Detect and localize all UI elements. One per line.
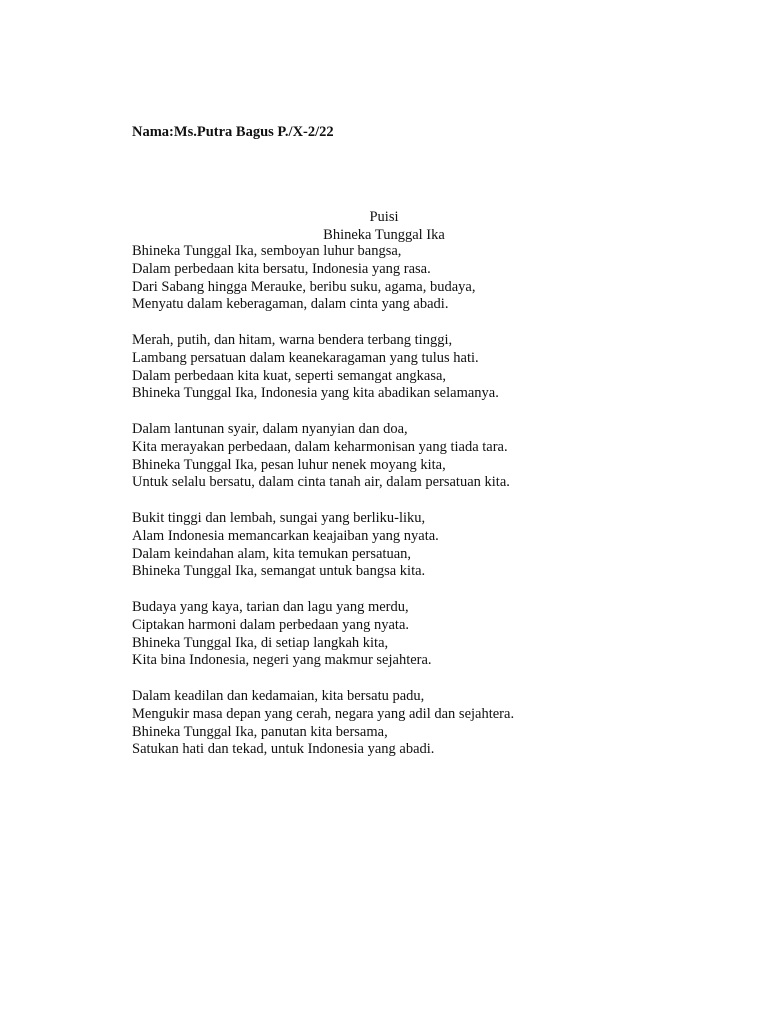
poem-line: Dalam keindahan alam, kita temukan persatuan, (132, 545, 412, 562)
stanza-2 (132, 332, 692, 403)
poem-line: Bukit tinggi dan lembah, sungai yang berliku-liku, (132, 509, 426, 526)
poem-line: Menyatu dalam keberagaman, dalam cinta yang abadi. (132, 296, 449, 313)
poem-line: Untuk selalu bersatu, dalam cinta tanah air, dalam persatuan kita. (132, 474, 510, 491)
poem-line: Dalam perbedaan kita kuat, seperti semangat angkasa, (132, 367, 447, 384)
poem-line: Merah, putih, dan hitam, warna bendera terbang tinggi, (132, 331, 453, 348)
poem-line: Budaya yang kaya, tarian dan lagu yang merdu, (132, 598, 409, 615)
poem-line: Kita merayakan perbedaan, dalam keharmonisan yang tiada tara. (132, 438, 508, 455)
poem-line: Alam Indonesia memancarkan keajaiban yang nyata. (132, 527, 439, 544)
poem-line: Bhineka Tunggal Ika, Indonesia yang kita abadikan selamanya. (132, 385, 499, 402)
poem-line: Ciptakan harmoni dalam perbedaan yang nyata. (132, 616, 410, 633)
poem-line: Dalam perbedaan kita bersatu, Indonesia yang rasa. (132, 260, 431, 277)
poem-line: Bhineka Tunggal Ika, semangat untuk bangsa kita. (132, 563, 426, 580)
poem-line: Dalam keadilan dan kedamaian, kita bersatu padu, (132, 687, 425, 704)
stanza-4 (132, 510, 692, 581)
poem-header (132, 208, 636, 244)
poem-line: Bhineka Tunggal Ika, di setiap langkah kita, (132, 634, 389, 651)
poem-label: Puisi (369, 209, 399, 225)
stanza-1 (132, 243, 692, 314)
poem-line: Kita bina Indonesia, negeri yang makmur sejahtera. (132, 652, 432, 669)
poem-line: Dari Sabang hingga Merauke, beribu suku, agama, budaya, (132, 278, 476, 295)
poem-line: Bhineka Tunggal Ika, pesan luhur nenek moyang kita, (132, 456, 446, 473)
poem-line: Lambang persatuan dalam keanekaragaman yang tulus hati. (132, 349, 479, 366)
poem-title: Bhineka Tunggal Ika (323, 227, 445, 243)
stanza-3 (132, 421, 692, 492)
poem-line: Satukan hati dan tekad, untuk Indonesia yang abadi. (132, 741, 435, 758)
poem-line: Dalam lantunan syair, dalam nyanyian dan doa, (132, 420, 408, 437)
stanza-5 (132, 599, 692, 670)
poem-body (132, 243, 692, 777)
student-name-line: Nama:Ms.Putra Bagus P./X-2/22 (132, 124, 334, 140)
poem-line: Mengukir masa depan yang cerah, negara yang adil dan sejahtera. (132, 705, 515, 722)
poem-line: Bhineka Tunggal Ika, panutan kita bersama, (132, 723, 388, 740)
stanza-6 (132, 688, 692, 759)
poem-line: Bhineka Tunggal Ika, semboyan luhur bangsa, (132, 243, 402, 259)
